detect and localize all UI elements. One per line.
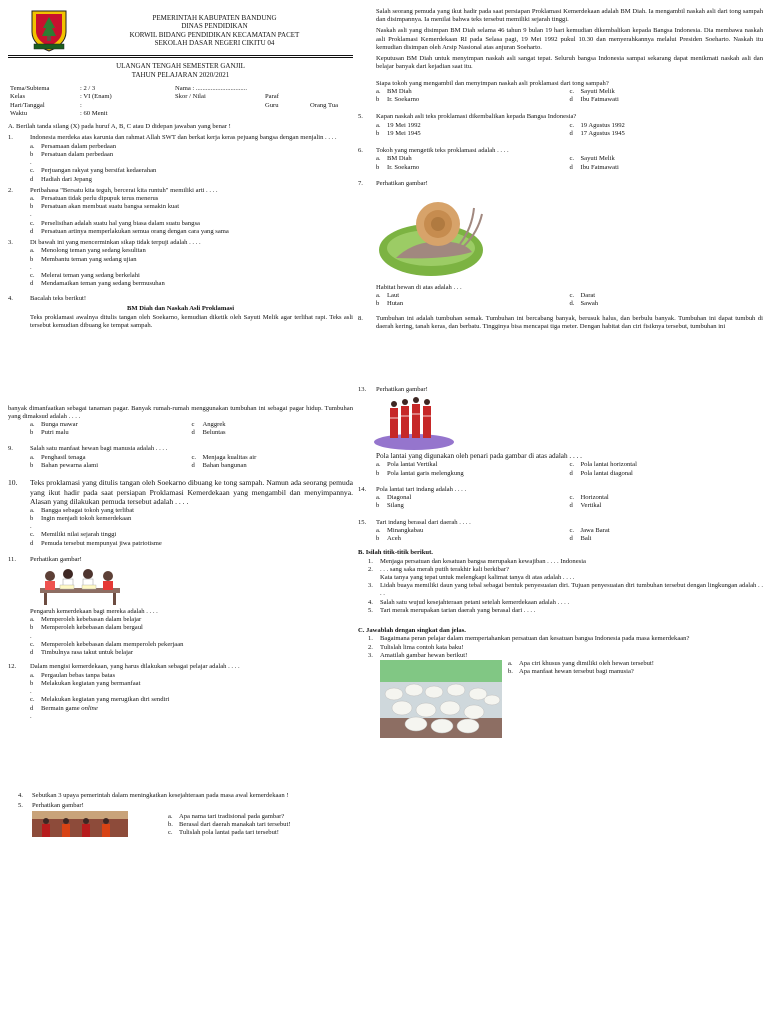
section-b-item-4: 4. Salah satu wujud kesejahteraan petani setelah kemerdekaan adalah . . . .: [368, 598, 570, 606]
essay-5-a: a. Apa nama tari tradisional pada gambar?: [168, 812, 285, 820]
option-a[interactable]: a. Pola lantai Vertikal: [376, 461, 438, 469]
essay-question-4: [8, 792, 353, 800]
hari-value: :: [80, 101, 82, 109]
option-b[interactable]: b Silang: [376, 502, 404, 510]
section-c-item-2: 2. Tulislah lima contoh kata baku!: [368, 643, 464, 651]
option-d[interactable]: d Persatuan artinya memperlakukan semua orang dengan cara yang sama: [30, 227, 229, 235]
question-10-options: a. Bangga sebagai tokoh yang terlibat b Ingin menjadi tokoh kemerdekaan . c. Memiliki nilai sejarah tinggi d Pemuda tersebut mempunyai jiwa patriotisme: [30, 507, 353, 548]
question-6-options: [376, 155, 763, 171]
section-b-item-2b: Kata tanya yang tepat untuk melengkapi kalimat tanya di atas adalah . . . .: [380, 573, 575, 581]
exam-year-text: TAHUN PELAJARAN 2020/2021: [131, 71, 230, 80]
question-9: [8, 445, 353, 453]
question-text: Kapan naskah asli teks proklamasi dikembalikan kepada Bangsa Indonesia?: [376, 113, 577, 121]
header-line-4: SEKOLAH DASAR NEGERI CIKITU 04: [154, 38, 275, 47]
option-d[interactable]: d Beluntas: [191, 429, 226, 437]
question-11-stem: Pengaruh kemerdekaan bagi mereka adalah . . . .: [30, 608, 158, 616]
option-c[interactable]: c. Memiliki nilai sejarah tinggi: [30, 531, 117, 539]
option-a[interactable]: a. Laut: [376, 292, 400, 300]
question-number: 9.: [8, 445, 13, 453]
option-d[interactable]: d Bahan bangunan: [191, 461, 247, 469]
section-c-3b: b. Apa manfaat hewan tersebut bagi manusia?: [508, 668, 634, 676]
question-10: [8, 478, 353, 506]
question-1: [8, 134, 353, 142]
question-13-stem: Pola lantai yang digunakan oleh penari pada gambar di atas adalah . . . .: [376, 452, 582, 461]
passage-paragraph: Teks proklamasi awalnya ditulis tangan oleh Soekarno, kemudian diketik oleh Sayuti Melik agar terlihat rapi. Teks asli tersebut kemudian dibuang ke tempat sampah.: [30, 314, 353, 330]
option-b[interactable]: b Putri malu: [30, 429, 69, 437]
passage-paragraph-1: Salah seorang pemuda yang ikut hadir pada saat persiapan Proklamasi Kemerdekaan adalah BM Diah. Ia mengambil naskah asli dari tong sampah dan disimpannya. Ia menilai bahwa teks tersebut memiliki sejarah tinggi.: [376, 8, 763, 24]
option-d[interactable]: d Vertikal: [569, 502, 602, 510]
question-12-options: a. Pergaulan bebas tanpa batas b Melakukan kegiatan yang bermanfaat . c. Melakukan kegiatan yang merugikan diri sendiri d Bermain game online .: [30, 672, 353, 721]
option-a[interactable]: a. Menolong teman yang sedang kesulitan: [30, 247, 146, 255]
header-rule: [8, 55, 353, 58]
option-d[interactable]: d Ibu Fatmawati: [569, 163, 619, 171]
question-text: Tari indang berasal dari daerah . . . .: [376, 518, 471, 526]
question-number: 7.: [358, 179, 363, 187]
essay-question-5: [8, 802, 353, 810]
option-c[interactable]: c. Melerai teman yang sedang berkelahi: [30, 272, 140, 280]
question-number: 15.: [358, 518, 367, 526]
option-b[interactable]: b Persatuan akan membuat suatu bangsa semakin kuat: [30, 203, 180, 211]
option-a[interactable]: a. Persamaan dalam perbedaan: [30, 142, 117, 150]
option-b[interactable]: b Hutan: [376, 300, 404, 308]
question-4-options: [376, 88, 763, 104]
skor-label: Skor / Nilai: [175, 93, 206, 101]
tema-label: Tema/Subtema: [10, 85, 50, 93]
question-number: 4.: [18, 792, 23, 800]
section-c-title: C. Jawablah dengan singkat dan jelas.: [358, 627, 466, 635]
question-text: Indonesia merdeka atas karunia dan rahmat Allah SWT dan berkat kerja keras pejuang bangsa dengan menjalin . . . .: [30, 134, 337, 142]
section-b-item-2: 2. . . . sang saka merah putih terakhir kali berkibar?: [368, 565, 509, 573]
option-a[interactable]: a. Memperoleh kebebasan dalam belajar: [30, 616, 142, 624]
question-14: [358, 486, 763, 494]
question-text: Di bawah ini yang mencerminkan sikap tidak terpuji adalah . . . .: [30, 239, 201, 247]
question-11: [8, 556, 353, 564]
exam-title: [8, 62, 353, 80]
option-a[interactable]: a. Persatuan tidak perlu dipupuk terus menerus: [30, 195, 159, 202]
question-number: 10.: [8, 478, 18, 488]
question-text: Dalam mengisi kemerdekaan, yang harus dilakukan sebagai pelajar adalah . . . .: [30, 663, 240, 671]
option-c[interactable]: c. Horizontal: [569, 494, 609, 502]
exam-title-text: ULANGAN TENGAH SEMESTER GANJIL: [116, 62, 245, 70]
essay-5-c: c. Tulislah pola lantai pada tari tersebut!: [168, 829, 279, 836]
question-12: [8, 663, 353, 671]
option-b[interactable]: b Bahan pewarna alami: [30, 461, 99, 469]
right-column: [358, 8, 763, 738]
option-b[interactable]: b Melakukan kegiatan yang bermanfaat: [30, 679, 141, 687]
question-text: Tokoh yang mengetik teks proklamasi adalah . . . .: [376, 147, 509, 155]
passage-paragraph-2: Naskah asli yang disimpan BM Diah selama 46 tahun 9 bulan 19 hari kemudian dikembalikan kepada Bangsa Indonesia. Dia membawa naskah asli Proklamasi Kemerdekaan RI pada Selasa pagi, 19 Mei 1992 pukul 10.30 dan menyerahkannya melalui Presiden Soeharto. Naskah itu kemudian disimpan oleh Arsip Nasional atas anjuran Soeharto.: [376, 27, 763, 51]
essay-5-b: b. Berasal dari daerah manakah tari tersebut!: [168, 820, 291, 828]
question-14-options: [376, 494, 763, 510]
question-number: 5.: [18, 802, 23, 810]
option-a[interactable]: a. Bunga mawar: [30, 420, 78, 428]
question-text: Pola lantai tari indang adalah . . . .: [376, 485, 467, 493]
question-2: [8, 187, 353, 195]
section-c-item-1: 1. Bagaimana peran pelajar dalam mempertahankan persatuan dan kesatuan bangsa Indonesia pada masa kemerdekaan?: [368, 635, 690, 643]
question-3-options: a. Menolong teman yang sedang kesulitan b Membantu teman yang sedang ujian . c. Melerai teman yang sedang berkelahi d Mendamaikan teman yang sedang bermusuhan: [30, 247, 353, 288]
section-c-item-3-body: [380, 660, 763, 738]
option-c[interactable]: c. Sayuti Melik: [569, 155, 615, 163]
option-c[interactable]: c. 19 Agustus 1992: [569, 121, 625, 129]
option-b[interactable]: b Membantu teman yang sedang ujian: [30, 255, 137, 263]
question-13-options: [376, 461, 763, 477]
question-text: Peribahasa "Bersatu kita teguh, bercerai kita runtuh" memiliki arti . . . .: [30, 186, 218, 194]
option-c[interactable]: c. Menjaga kualitas air: [191, 453, 257, 461]
question-number: 5.: [358, 113, 363, 121]
option-d[interactable]: d Timbulnya rasa takut untuk belajar: [30, 649, 134, 657]
option-c[interactable]: c. Perjuangan rakyat yang bersifat kedaerahan: [30, 167, 157, 175]
question-text: Salah satu manfaat hewan bagi manusia adalah . . . .: [30, 445, 168, 453]
question-number: 6.: [358, 147, 363, 155]
option-a[interactable]: a. Penghasil tenaga: [30, 453, 86, 461]
traditional-dance-image: [32, 811, 128, 837]
question-5-options: [376, 122, 763, 138]
option-d[interactable]: d Bermain game online: [30, 704, 98, 712]
option-a[interactable]: a. BM Diah: [376, 155, 412, 163]
header-line-3: KORWIL BIDANG PENDIDIKAN KECAMATAN PACET: [129, 30, 300, 39]
question-7-stem: Habitat hewan di atas adalah . . .: [376, 283, 462, 291]
tema-value: : 2 / 3: [80, 85, 96, 93]
question-text: Bacalah teks berikut!: [30, 294, 87, 302]
question-number: 11.: [8, 555, 16, 563]
option-d[interactable]: d Mendamaikan teman yang sedang bermusuhan: [30, 280, 165, 288]
option-b[interactable]: b Persatuan dalam perbedaan: [30, 150, 114, 158]
question-13: [358, 386, 763, 394]
question-3: [8, 239, 353, 247]
passage-title: BM Diah dan Naskah Asli Proklamasi: [126, 304, 235, 312]
question-number: 4.: [8, 294, 13, 302]
option-a[interactable]: a. Minangkabau: [376, 526, 424, 534]
question-8-options: [30, 421, 353, 437]
option-d[interactable]: d Bali: [569, 535, 592, 543]
question-number: 2.: [8, 186, 13, 194]
option-c[interactable]: c Anggrek: [191, 420, 226, 428]
question-8-continuation: banyak dimanfaatkan sebagai tanaman pagar. Banyak rumah-rumah menggunakan tumbuhan ini sebagai pagar hidup. Tumbuhan yang dimaksud adalah . . . .: [8, 404, 353, 420]
section-a-instruction: A. Berilah tanda silang (X) pada huruf A, B, C atau D didepan jawaban yang benar !: [8, 123, 231, 131]
option-b[interactable]: b Memperoleh kebebasan dalam bergaul: [30, 624, 143, 632]
question-8: [358, 315, 763, 331]
section-b-item-5: 5. Tari merak merupakan tarian daerah yang berasal dari . . . .: [368, 606, 536, 614]
option-b[interactable]: b Aceh: [376, 535, 401, 543]
question-number: 12.: [8, 663, 17, 671]
question-text: Tumbuhan ini adalah tumbuhan semak. Tumbuhan ini bercabang banyak, berusuk halus, dan berbulu banyak. Tumbuhan ini dapat tumbuh di daerah kering, tanah keras, dan berbatu. Tingginya bisa mencapai tiga meter. Dengan habitat dan ciri fisiknya tersebut, tumbuhan ini: [376, 314, 763, 330]
option-b[interactable]: b Ir. Soekarno: [376, 96, 420, 104]
question-number: 13.: [358, 386, 367, 394]
option-c[interactable]: c. Melakukan kegiatan yang merugikan diri sendiri: [30, 696, 170, 704]
question-number: 3.: [8, 239, 13, 247]
question-11-options: a. Memperoleh kebebasan dalam belajar b Memperoleh kebebasan dalam bergaul . c. Memperoleh kebebasan dalam memperoleh pekerjaan d Timbulnya rasa takut untuk belajar: [30, 616, 353, 657]
option-c[interactable]: c. Sayuti Melik: [569, 87, 615, 95]
question-15: [358, 519, 763, 527]
option-a[interactable]: a. 19 Mei 1992: [376, 121, 421, 129]
question-6: [358, 147, 763, 155]
question-text: Teks proklamasi yang ditulis tangan oleh Soekarno dibuang ke tong sampah. Namun ada seorang pemuda yang ikut hadir pada saat persiapan Proklamasi Kemerdekaan yang mengambil dan menyimpannya. Alasan yang dilakukan pemuda tersebut adalah . . . .: [30, 478, 353, 507]
option-a[interactable]: a. BM Diah: [376, 87, 412, 95]
snail-image: [376, 188, 486, 280]
waktu-label: Waktu: [10, 109, 28, 117]
section-c-item-3: 3. Amatilah gambar hewan berikut!: [368, 651, 468, 659]
section-c-3a: a. Apa ciri khusus yang dimiliki oleh hewan tersebut!: [508, 660, 654, 668]
section-b-item-3: 3. Lidah buaya memiliki daun yang tebal sebagai bentuk penyesuaian diri. Tujuan penyesuaian diri tumbuhan tersebut dengan lingkungan adalah . . . .: [368, 582, 763, 598]
left-column: [8, 8, 353, 837]
question-number: 14.: [358, 485, 367, 493]
students-studying-image: [30, 564, 130, 608]
option-d[interactable]: d Ibu Fatmawati: [569, 96, 619, 104]
hari-label: Hari/Tanggal: [10, 101, 45, 109]
essay-5-subquestions: [168, 813, 291, 838]
option-b[interactable]: b 19 Mei 1945: [376, 129, 421, 137]
question-text: Perhatikan gambar!: [376, 179, 428, 187]
option-d[interactable]: d. Sawah: [569, 300, 599, 308]
section-c-item-3-subquestions: [508, 660, 654, 738]
question-text: Perhatikan gambar!: [376, 386, 428, 394]
option-a[interactable]: a. Pergaulan bebas tanpa batas: [30, 671, 116, 679]
question-4: [8, 295, 353, 303]
guru-label: Guru: [265, 101, 279, 109]
waktu-value: : 60 Menit: [80, 109, 108, 117]
header-line-1: PEMERINTAH KABUPATEN BANDUNG: [152, 14, 277, 22]
option-c[interactable]: c. Jawa Barat: [569, 526, 610, 534]
option-d[interactable]: d Pemuda tersebut mempunyai jiwa patriotisme: [30, 539, 162, 547]
question-9-options: [30, 454, 353, 470]
question-1-options: a. Persamaan dalam perbedaan b Persatuan dalam perbedaan . c. Perjuangan rakyat yang bersifat kedaerahan d Hadiah dari Jepang: [30, 143, 353, 184]
option-c[interactable]: c. Perselisihan adalah suatu hal yang biasa dalam suatu bangsa: [30, 219, 200, 227]
option-a[interactable]: a. Bangga sebagai tokoh yang terlibat: [30, 506, 135, 514]
option-c[interactable]: c. Memperoleh kebebasan dalam memperoleh pekerjaan: [30, 640, 184, 648]
header-line-2: DINAS PENDIDIKAN: [181, 22, 248, 31]
section-b-item-1: 1. Menjaga persatuan dan kesatuan bangsa merupakan kewajiban . . . . Indonesia: [368, 557, 586, 565]
section-b-title: B. Isilah titik-titik berikut.: [358, 549, 433, 557]
paraf-label: Paraf: [265, 93, 279, 101]
letterhead: [8, 8, 353, 52]
question-2-options: a. Persatuan tidak perlu dipupuk terus menerus b Persatuan akan membuat suatu bangsa semakin kuat . c. Perselisihan adalah suatu hal yang biasa dalam suatu bangsa d Persatuan artinya memperlakukan semua orang dengan cara yang sama: [30, 195, 353, 236]
question-7: [358, 180, 763, 188]
question-5: [358, 113, 763, 121]
dancers-image: [372, 394, 456, 452]
sheep-image: [380, 660, 502, 738]
question-7-options: [376, 292, 763, 308]
student-info-table: [8, 85, 353, 118]
question-number: 1.: [8, 134, 13, 142]
question-4-stem: Siapa tokoh yang mengambil dan menyimpan naskah asli proklamasi dari tong sampah?: [376, 79, 609, 87]
option-c[interactable]: c. Pola lantai horizontal: [569, 461, 637, 469]
kelas-value: : VI (Enam): [80, 93, 112, 101]
question-text: Sebutkan 3 upaya pemerintah dalam meningkatkan kesejahteraan pada masa awal kemerdekaan !: [32, 792, 289, 800]
question-15-options: [376, 527, 763, 543]
option-d[interactable]: d 17 Agustus 1945: [569, 129, 625, 137]
option-b[interactable]: b Ir. Soekarno: [376, 163, 420, 171]
option-b[interactable]: b Pola lantai garis melengkung: [376, 469, 464, 477]
passage-paragraph-3: Keputusan BM Diah untuk menyimpan naskah asli sangat tepat. Seluruh bangsa Indonesia sampai sekarang dapat menikmati naskah asli dan belajar banyak dari kejadian saat itu.: [376, 55, 763, 71]
orang-tua-label: Orang Tua: [310, 101, 339, 109]
question-number: 8.: [358, 314, 363, 322]
option-a[interactable]: a. Diagonal: [376, 494, 412, 502]
essay-5-body: [32, 811, 353, 838]
question-text: Perhatikan gambar!: [30, 555, 82, 563]
nama-field[interactable]: Nama : ...............................: [175, 85, 247, 93]
letterhead-text: [76, 14, 353, 47]
kabupaten-bandung-crest-icon: [28, 8, 70, 52]
kelas-label: Kelas: [10, 93, 26, 101]
option-d[interactable]: d Hadiah dari Jepang: [30, 175, 92, 183]
option-c[interactable]: c. Darat: [569, 292, 596, 300]
question-text: Perhatikan gambar!: [32, 802, 84, 810]
option-b[interactable]: b Ingin menjadi tokoh kemerdekaan: [30, 514, 132, 522]
option-d[interactable]: d Pola lantai diagonal: [569, 469, 633, 477]
